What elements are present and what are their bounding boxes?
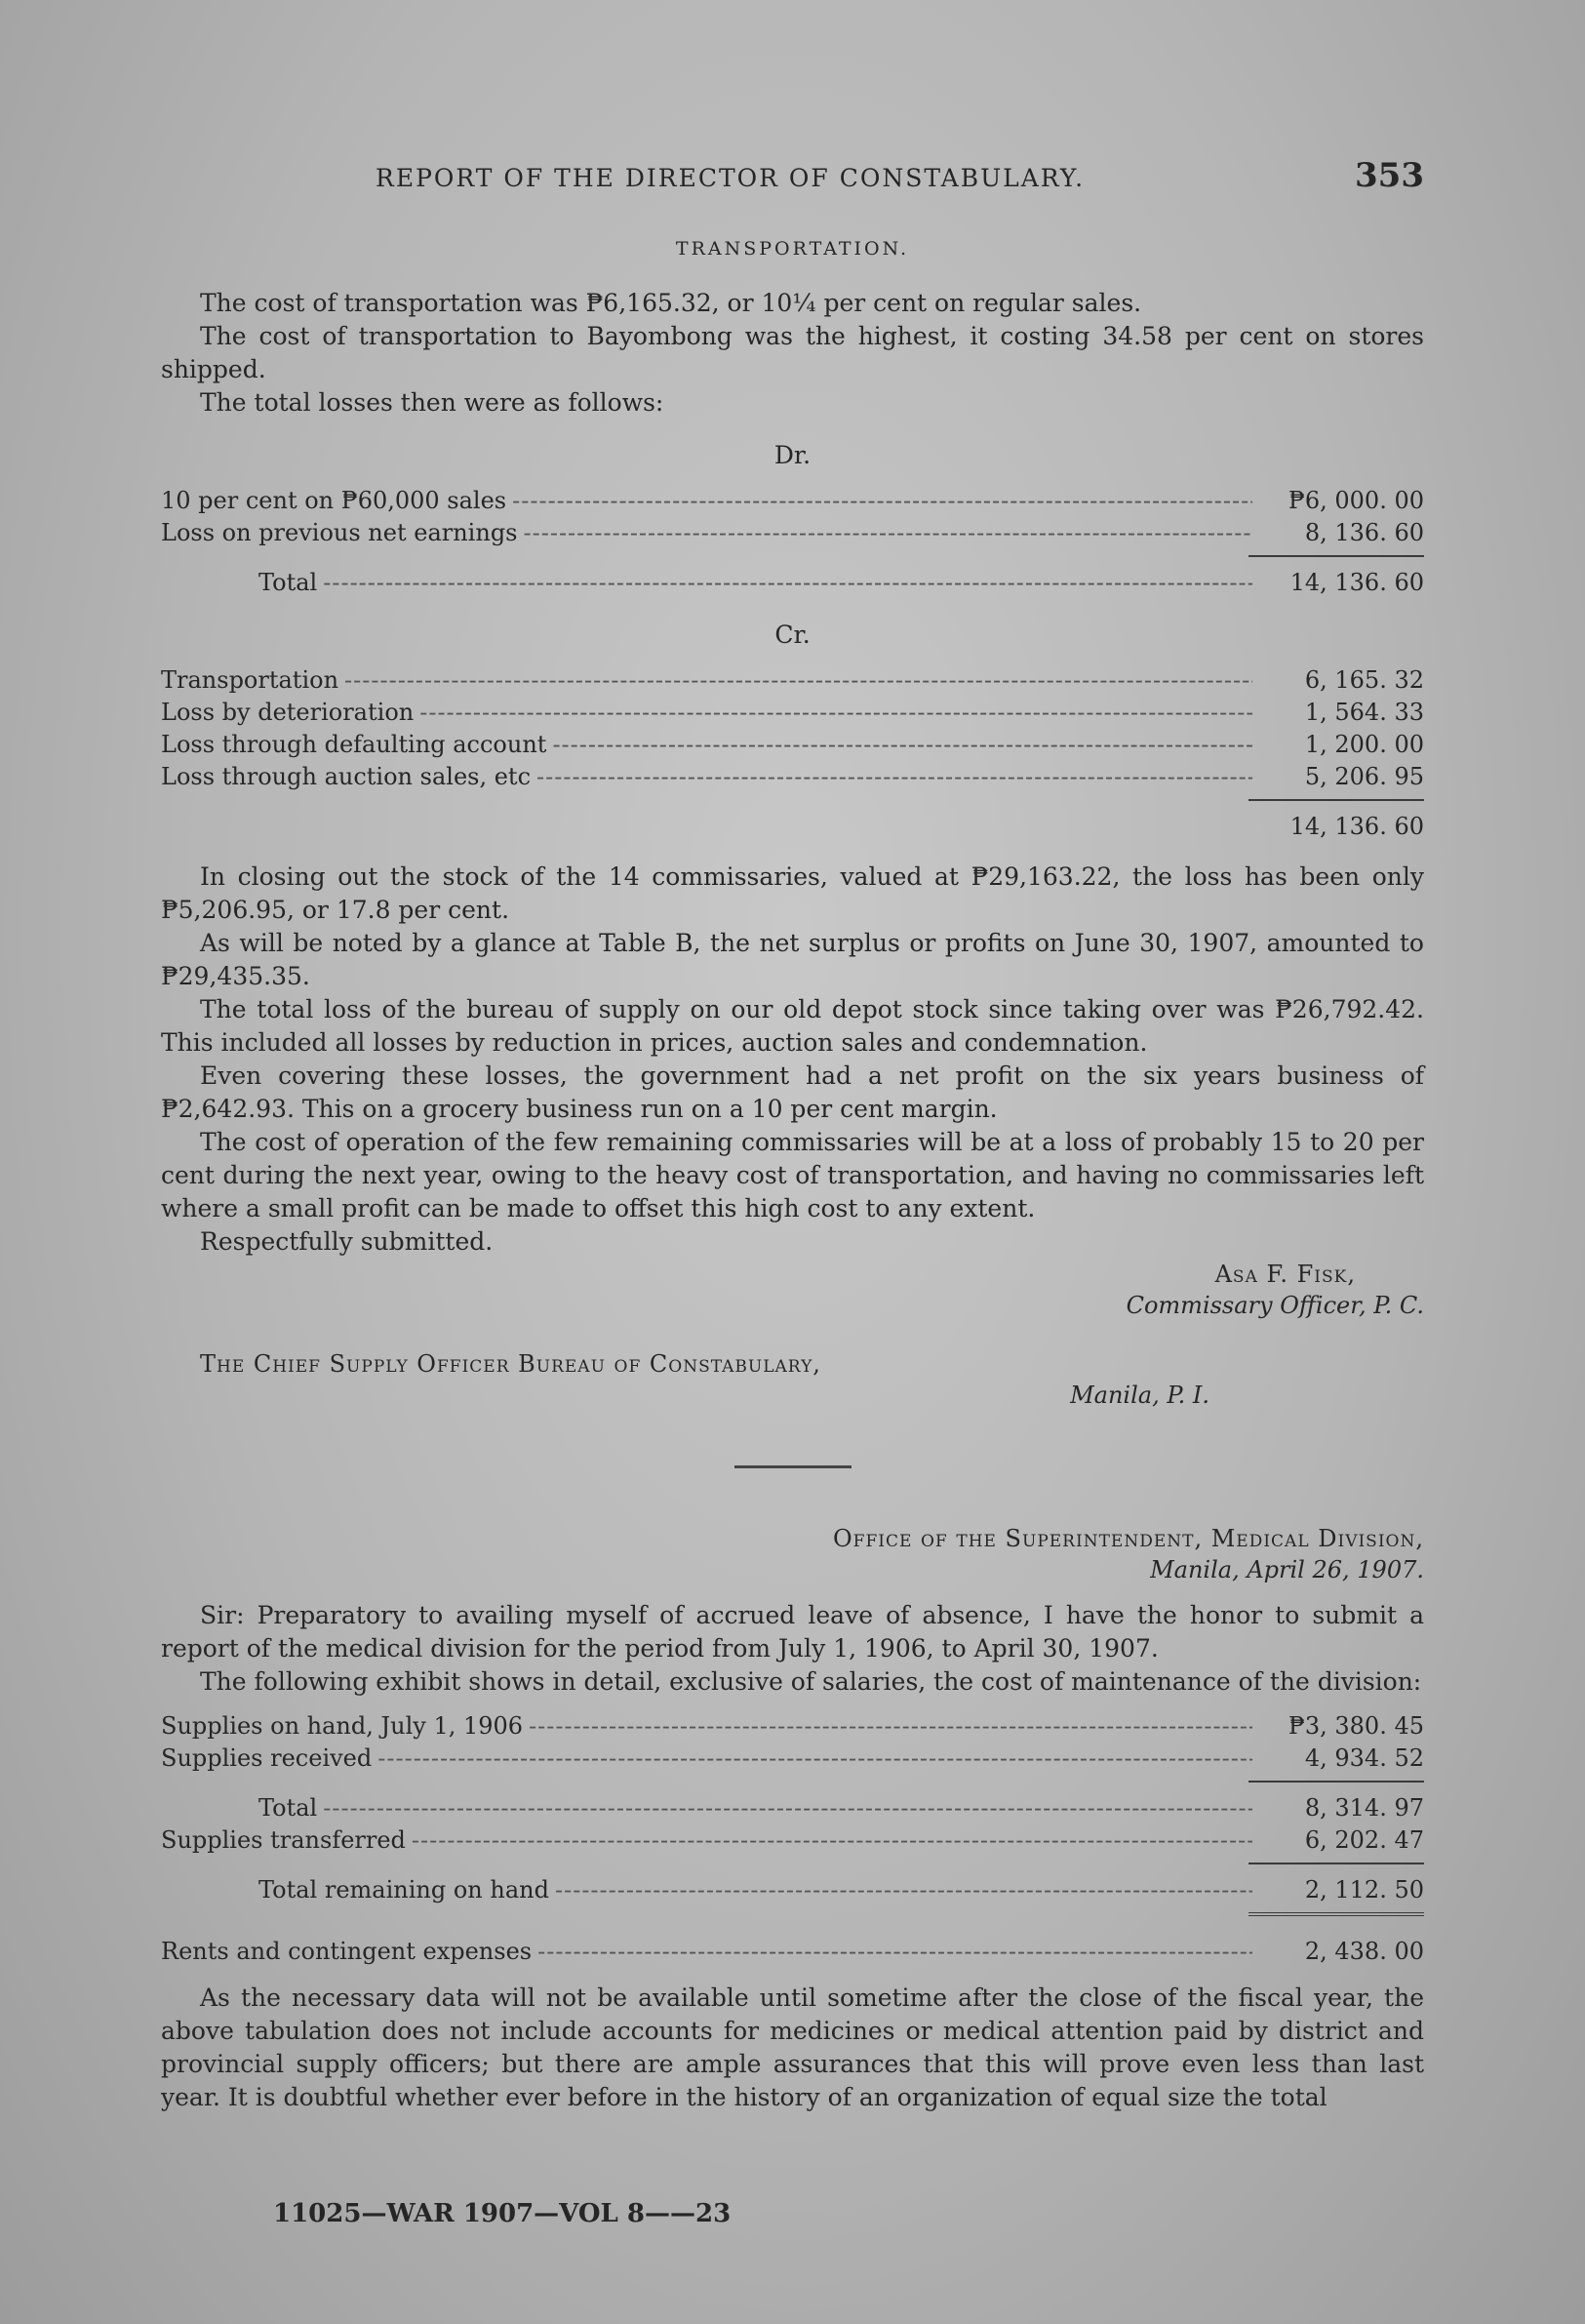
paragraph: Even covering these losses, the government had a net profit on the six years business of ₱2,642.93. This on a grocery business run on a 10 per cent margin.: [161, 1062, 1424, 1123]
sum-rule: [161, 793, 1424, 811]
credit-total: [161, 811, 1424, 843]
leader-dots: [377, 1743, 1252, 1775]
ledger-label: Total remaining on hand: [258, 1876, 549, 1903]
ledger-total-row: [161, 1874, 1424, 1906]
ledger-amount: 6, 202. 47: [1304, 1826, 1424, 1854]
ledger-amount: ₱6, 000. 00: [1288, 487, 1424, 514]
paragraph: As will be noted by a glance at Table B, the net surplus or profits on June 30, 1907, amounted to ₱29,435.35.: [161, 929, 1424, 990]
ledger-amount: 1, 200. 00: [1304, 731, 1424, 758]
leader-dots: [412, 1824, 1252, 1857]
paragraph: The total loss of the bureau of supply on our old depot stock since taking over was ₱26,792.42. This included all losses by reduction in prices, auction sales and condemnation.: [161, 995, 1424, 1057]
ledger-row: [161, 761, 1424, 793]
ledger-label: Rents and contingent expenses: [161, 1938, 533, 1965]
ledger-row: [161, 697, 1424, 729]
ledger-row: [161, 517, 1424, 549]
paragraph: Respectfully submitted.: [200, 1227, 494, 1256]
addressee: [161, 1348, 1424, 1380]
ledger-amount: 2, 112. 50: [1304, 1876, 1424, 1903]
ledger-amount: 14, 136. 60: [1289, 813, 1424, 840]
ledger-amount: 14, 136. 60: [1289, 569, 1424, 596]
paragraph: The cost of transportation was ₱6,165.32, or 10¼ per cent on regular sales.: [200, 289, 1142, 317]
ledger-amount: 5, 206. 95: [1304, 763, 1424, 790]
ledger-label: Transportation: [161, 666, 339, 694]
ledger-label: Loss by deterioration: [161, 699, 415, 726]
ledger-amount: 8, 314. 97: [1304, 1794, 1424, 1822]
credit-heading: Cr.: [774, 621, 811, 649]
paragraph: The following exhibit shows in detail, exclusive of salaries, the cost of maintenance of the division:: [200, 1667, 1422, 1696]
ledger-row: [161, 664, 1424, 697]
ledger-amount: 1, 564. 33: [1304, 699, 1424, 726]
ledger-label: Total: [258, 569, 318, 596]
signature-name: Asa F. Fisk,: [1214, 1261, 1356, 1288]
ledger-label: Supplies transferred: [161, 1826, 406, 1854]
page-number: 353: [1355, 156, 1424, 195]
paragraph: The total losses then were as follows:: [200, 388, 664, 417]
ledger-amount: 6, 165. 32: [1304, 666, 1424, 694]
ledger-amount: ₱3, 380. 45: [1288, 1712, 1424, 1740]
ledger-amount: 8, 136. 60: [1304, 519, 1424, 546]
signature-mark: 11025—WAR 1907—VOL 8——23: [273, 2199, 732, 2228]
ledger-label: 10 per cent on ₱60,000 sales: [161, 487, 507, 514]
ledger-label: Loss on previous net earnings: [161, 519, 518, 546]
running-header: [161, 156, 1424, 195]
ledger-label: Supplies on hand, July 1, 1906: [161, 1712, 524, 1740]
ledger-label: Supplies received: [161, 1744, 373, 1772]
ledger-label: Total: [258, 1794, 318, 1822]
leader-dots: [555, 1874, 1252, 1906]
medical-office-heading: [161, 1523, 1424, 1585]
double-rule: [161, 1906, 1424, 1926]
addressee-location: Manila, P. I.: [1070, 1382, 1209, 1409]
sum-rule: [161, 1857, 1424, 1874]
section-divider: [161, 1465, 1424, 1468]
paragraph: The cost of transportation to Bayombong was the highest, it costing 34.58 per cent on stores shipped.: [161, 322, 1424, 383]
ledger-row: [161, 1936, 1424, 1968]
leader-dots: [536, 761, 1252, 793]
section-title-transportation: TRANSPORTATION.: [675, 238, 910, 260]
office-name: Office of the Superintendent, Medical Division,: [832, 1525, 1424, 1552]
paragraph: Sir: Preparatory to availing myself of accrued leave of absence, I have the honor to submit a report of the medical division for the period from July 1, 1906, to April 30, 1907.: [161, 1601, 1424, 1663]
sum-rule: [161, 549, 1424, 567]
ledger-label: Loss through defaulting account: [161, 731, 547, 758]
ledger-row: [161, 485, 1424, 517]
paragraph: As the necessary data will not be available until sometime after the close of the fiscal year, the above tabulation does not include accounts for medicines or medical attention paid by district and provincial supply officers; but there are ample assurances that this will prove even less than last year. It is doubtful whether ever before in the history of an organization of equal size the total: [161, 1983, 1424, 2111]
ledger-row: [161, 1743, 1424, 1775]
place-date: Manila, April 26, 1907.: [1150, 1556, 1424, 1583]
ledger-amount: 4, 934. 52: [1304, 1744, 1424, 1772]
leader-dots: [323, 567, 1252, 599]
ledger-row: [161, 729, 1424, 761]
ledger-label: Loss through auction sales, etc: [161, 763, 532, 790]
ledger-amount: 2, 438. 00: [1304, 1938, 1424, 1965]
header-title: REPORT OF THE DIRECTOR OF CONSTABULARY.: [376, 164, 1086, 192]
leader-dots: [524, 517, 1253, 549]
ledger-total-row: [161, 567, 1424, 599]
leader-dots: [529, 1710, 1252, 1743]
addressee-line: The Chief Supply Officer Bureau of Constabulary,: [200, 1350, 821, 1378]
leader-dots: [344, 664, 1252, 697]
ledger-row: [161, 1710, 1424, 1743]
leader-dots: [419, 697, 1252, 729]
leader-dots: [552, 729, 1252, 761]
sum-rule: [161, 1775, 1424, 1792]
ledger-row: [161, 1824, 1424, 1857]
signature-title: Commissary Officer, P. C.: [1126, 1292, 1424, 1319]
signature-block: [161, 1259, 1424, 1321]
leader-dots: [537, 1936, 1252, 1968]
leader-dots: [512, 485, 1252, 517]
debit-heading: Dr.: [773, 441, 812, 469]
paragraph: In closing out the stock of the 14 commissaries, valued at ₱29,163.22, the loss has been only ₱5,206.95, or 17.8 per cent.: [161, 862, 1424, 924]
paragraph: The cost of operation of the few remaining commissaries will be at a loss of probably 15 to 20 per cent during the next year, owing to the heavy cost of transportation, and having no commissaries left where a small profit can be made to offset this high cost to any extent.: [161, 1128, 1424, 1222]
ledger-total-row: [161, 1792, 1424, 1824]
leader-dots: [323, 1792, 1252, 1824]
